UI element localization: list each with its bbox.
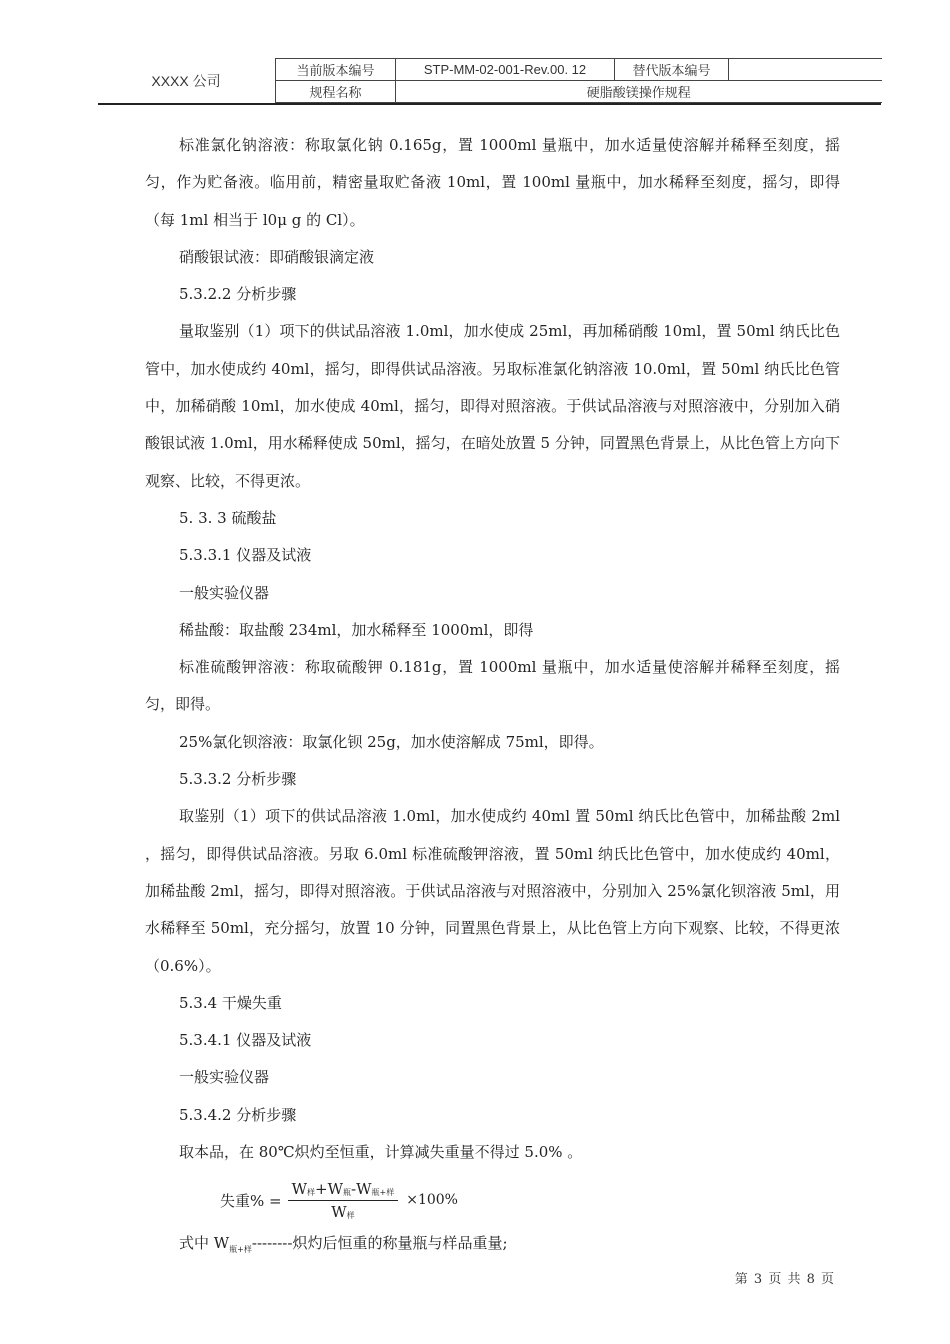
formula-numerator: $W_样+W_瓶-W_{瓶+样}$ (288, 1180, 399, 1201)
section-heading-5-3-3: 5. 3. 3 硫酸盐 (179, 508, 277, 527)
paragraph-sulfate-procedure: 取鉴别（1）项下的供试品溶液 1.0ml，加水使成约 40ml 置 50ml 纳氏比色管中，加稀盐酸 2ml ，摇匀，即得供试品溶液。另取 6.0ml 标准硫酸钾溶液，置 50ml 纳氏比色管中，加水使成约 40ml，加稀盐酸 2ml，摇匀，即得对照溶液。于供试品溶液与对照溶液中，分别加入 25%氯化钡溶液 5ml，用水稀释至 50ml，充分摇匀，放置 10 分钟，同置黑色背景上，从比色管上方向下观察、比较，不得更浓（0.6%）。 (145, 807, 840, 975)
paragraph-bacl2: 25%氯化钡溶液：取氯化钡 25g，加水使溶解成 75ml，即得。 (179, 732, 604, 751)
header-divider (98, 103, 881, 105)
section-heading-5-3-2-2: 5.3.2.2 分析步骤 (179, 285, 297, 304)
section-heading-5-3-4: 5.3.4 干燥失重 (179, 993, 282, 1012)
section-heading-5-3-3-1: 5.3.3.1 仪器及试液 (179, 546, 312, 565)
formula-note: 式中 $W_{瓶+样}--------$炽灼后恒重的称量瓶与样品重量; (179, 1234, 508, 1254)
formula-lhs: 失重% = (220, 1191, 282, 1210)
section-heading-5-3-4-1: 5.3.4.1 仪器及试液 (179, 1031, 312, 1050)
paragraph-dilute-hcl: 稀盐酸：取盐酸 234ml，加水稀释至 1000ml，即得 (179, 620, 534, 639)
header-row-title (276, 81, 882, 103)
document-body (145, 127, 840, 1171)
header-table (275, 58, 882, 103)
section-heading-5-3-4-2: 5.3.4.2 分析步骤 (179, 1105, 297, 1124)
current-version-label: 当前版本编号 (276, 59, 396, 81)
formula-rhs: ×100% (406, 1192, 458, 1208)
replaced-version-value (729, 59, 882, 81)
procedure-name-value: 硬脂酸镁操作规程 (396, 81, 882, 103)
replaced-version-label: 替代版本编号 (615, 59, 729, 81)
formula-denominator: $W_样$ (331, 1202, 355, 1221)
formula-fraction (288, 1180, 399, 1221)
paragraph-chloride-procedure: 量取鉴别（1）项下的供试品溶液 1.0ml，加水使成 25ml，再加稀硝酸 10ml，置 50ml 纳氏比色管中，加水使成约 40ml，摇匀，即得供试品溶液。另取标准氯化钠溶液 10.0ml，置 50ml 纳氏比色管中，加稀硝酸 10ml，加水使成 40ml，摇匀，即得对照溶液。于供试品溶液与对照溶液中，分别加入硝酸银试液 1.0ml，用水稀释使成 50ml，摇匀，在暗处放置 5 分钟，同置黑色背景上，从比色管上方向下观察、比较，不得更浓。 (145, 322, 840, 490)
procedure-name-label: 规程名称 (276, 81, 396, 103)
paragraph-agno3: 硝酸银试液：即硝酸银滴定液 (179, 247, 375, 266)
loss-on-drying-formula (220, 1180, 458, 1220)
paragraph-loss-on-drying: 取本品，在 80℃炽灼至恒重，计算减失重量不得过 5.0% 。 (179, 1143, 583, 1162)
company-name: XXXX 公司 (151, 72, 221, 89)
paragraph-general-instruments: 一般实验仪器 (179, 583, 270, 602)
page-number: 第 3 页 共 8 页 (734, 1272, 835, 1287)
current-version-value: STP-MM-02-001-Rev.00. 12 (396, 59, 615, 81)
paragraph-k2so4-standard: 标准硫酸钾溶液：称取硫酸钾 0.181g，置 1000ml 量瓶中，加水适量使溶解并稀释至刻度，摇匀，即得。 (145, 658, 840, 714)
header-row-version (276, 59, 882, 81)
paragraph-general-instruments-2: 一般实验仪器 (179, 1068, 270, 1087)
paragraph-nacl-standard: 标准氯化钠溶液：称取氯化钠 0.165g，置 1000ml 量瓶中，加水适量使溶解并稀释至刻度，摇匀，作为贮备液。临用前，精密量取贮备液 10ml，置 100ml 量瓶中，加水稀释至刻度，摇匀，即得（每 1ml 相当于 l0μ g 的 Cl）。 (145, 136, 840, 229)
section-heading-5-3-3-2: 5.3.3.2 分析步骤 (179, 770, 297, 789)
